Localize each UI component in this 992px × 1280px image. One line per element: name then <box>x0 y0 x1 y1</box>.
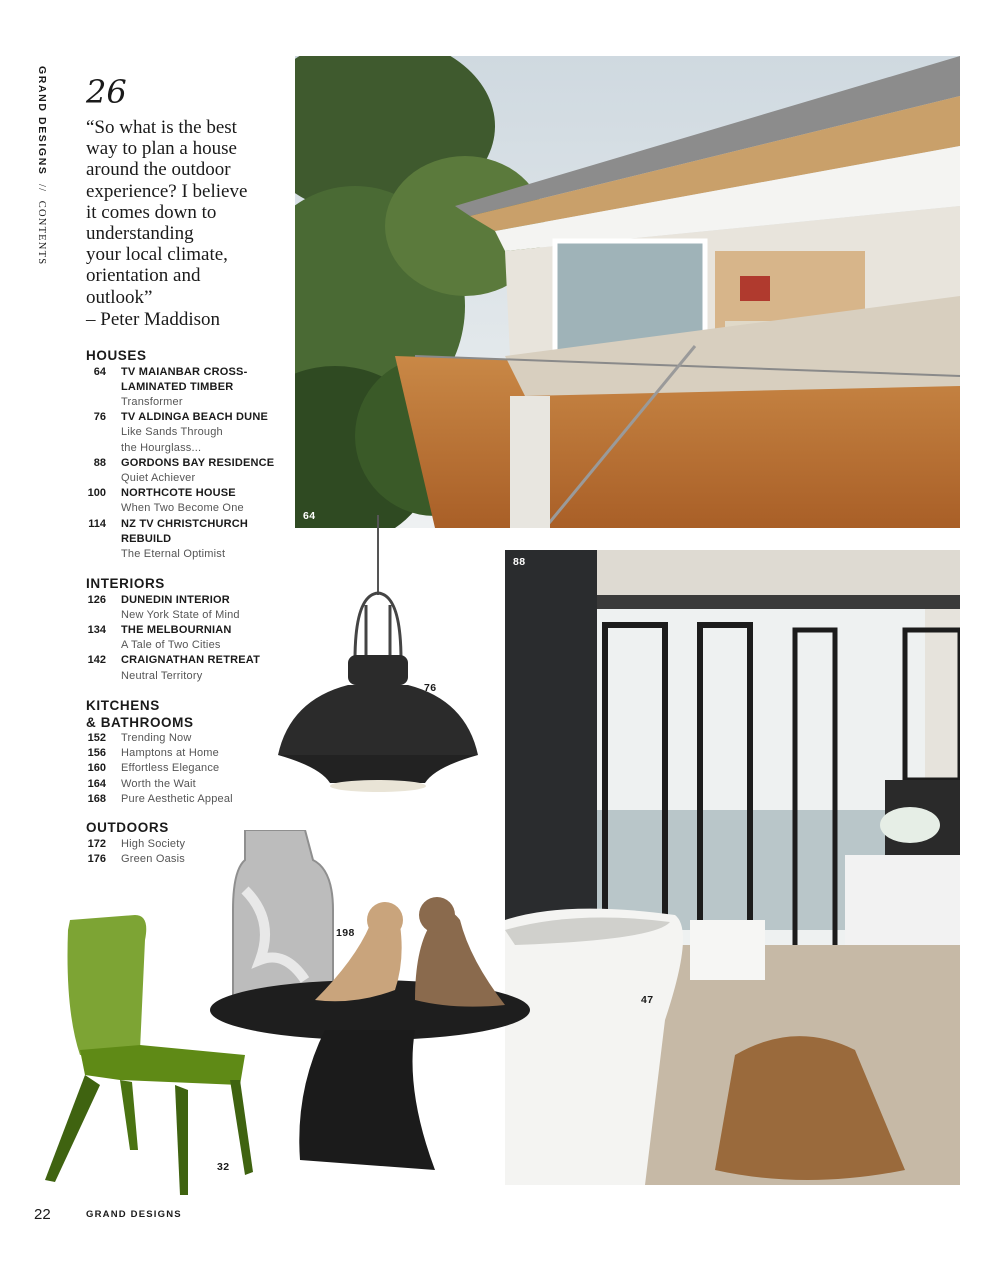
toc-entry[interactable] <box>86 486 291 516</box>
toc-entry[interactable] <box>86 517 291 563</box>
toc-subtitle: the Hourglass... <box>121 441 202 454</box>
toc-subtitle: High Society <box>121 837 186 850</box>
toc-entry[interactable] <box>86 593 291 623</box>
toc-entry[interactable] <box>86 777 291 792</box>
spine-separator: // <box>36 184 47 193</box>
toc-page: 126 <box>87 593 106 606</box>
section-heading: KITCHENS <box>86 698 160 713</box>
toc-subtitle: Neutral Territory <box>121 669 203 682</box>
toc-entry[interactable] <box>86 365 291 411</box>
quote-line: orientation and <box>86 265 201 287</box>
photo-page-label: 88 <box>513 556 526 568</box>
toc-page: 134 <box>87 623 106 636</box>
toc-page: 114 <box>88 517 106 530</box>
toc-subtitle: Green Oasis <box>121 852 185 865</box>
spine-section: CONTENTS <box>36 200 47 266</box>
toc-title: NORTHCOTE HOUSE <box>121 487 236 500</box>
house-photo[interactable] <box>295 56 960 528</box>
toc-title: CRAIGNATHAN RETREAT <box>121 654 261 667</box>
quote-line: around the outdoor <box>86 159 231 181</box>
toc-page: 64 <box>93 365 106 378</box>
section-kitchens-bathrooms <box>86 698 291 807</box>
toc-subtitle: Trending Now <box>121 732 192 744</box>
section-heading: & BATHROOMS <box>86 714 194 730</box>
spine-brand: GRAND DESIGNS <box>36 66 48 176</box>
photo-page-label: 47 <box>641 994 654 1006</box>
photo-page-label: 64 <box>303 510 316 522</box>
toc-entry[interactable] <box>86 792 291 807</box>
quote-page-number[interactable]: 26 <box>86 73 127 111</box>
page-number: 22 <box>34 1206 51 1223</box>
toc-page: 168 <box>87 792 106 805</box>
toc-page: 88 <box>93 456 106 469</box>
toc-page: 172 <box>87 837 106 850</box>
toc-page: 100 <box>87 487 106 500</box>
toc-page: 176 <box>87 852 106 865</box>
toc-title: TV ALDINGA BEACH DUNE <box>121 411 268 424</box>
toc-entry[interactable] <box>86 653 291 683</box>
photo-page-label: 32 <box>217 1161 230 1173</box>
toc-page: 164 <box>87 777 106 790</box>
pendant-lamp-image[interactable] <box>270 515 485 800</box>
toc-subtitle: The Eternal Optimist <box>121 547 226 560</box>
quote-line: “So what is the best <box>86 117 237 138</box>
toc-page: 152 <box>87 732 106 744</box>
toc-title: REBUILD <box>121 532 172 545</box>
footer-magazine-name: GRAND DESIGNS <box>86 1209 182 1220</box>
toc-entry[interactable] <box>86 456 291 486</box>
toc-page: 142 <box>87 654 106 667</box>
toc-title: TV MAIANBAR CROSS- <box>121 365 248 378</box>
quote-line: it comes down to <box>86 201 217 223</box>
toc-title: DUNEDIN INTERIOR <box>121 593 230 606</box>
toc-entry[interactable] <box>86 761 291 776</box>
quote-line: outlook” <box>86 286 153 308</box>
photo-page-label: 76 <box>424 682 437 694</box>
quote-author: – Peter Maddison <box>86 309 221 330</box>
toc-title: THE MELBOURNIAN <box>121 623 232 636</box>
toc-subtitle: Effortless Elegance <box>121 762 220 775</box>
section-heading: INTERIORS <box>86 576 165 591</box>
toc-title: NZ TV CHRISTCHURCH <box>121 517 249 530</box>
toc-title: LAMINATED TIMBER <box>121 380 234 393</box>
section-interiors <box>86 576 291 684</box>
section-houses <box>86 348 291 562</box>
toc-subtitle: Pure Aesthetic Appeal <box>121 792 233 805</box>
toc-subtitle: Worth the Wait <box>121 777 196 790</box>
quote-line: experience? I believe <box>86 180 248 202</box>
toc-subtitle: When Two Become One <box>121 502 244 515</box>
quote-line: understanding <box>86 223 194 245</box>
toc-subtitle: Like Sands Through <box>121 426 223 439</box>
toc-subtitle: Transformer <box>121 395 183 408</box>
toc-page: 156 <box>87 747 106 760</box>
quote-line: way to plan a house <box>86 138 237 160</box>
section-heading: HOUSES <box>86 348 147 363</box>
toc-subtitle: Hamptons at Home <box>121 747 219 760</box>
toc-entry[interactable] <box>86 623 291 653</box>
green-chair-image[interactable] <box>40 910 260 1200</box>
section-heading: OUTDOORS <box>86 820 169 835</box>
pull-quote <box>86 117 286 308</box>
bathroom-photo[interactable] <box>505 550 960 1185</box>
toc-page: 160 <box>87 762 106 775</box>
toc-entry[interactable] <box>86 731 291 746</box>
toc-subtitle: A Tale of Two Cities <box>121 639 221 652</box>
toc-entry[interactable] <box>86 410 291 456</box>
toc-subtitle: New York State of Mind <box>121 608 240 621</box>
toc-subtitle: Quiet Achiever <box>121 471 196 484</box>
toc-entry[interactable] <box>86 746 291 761</box>
spine-label <box>30 66 50 266</box>
toc-title: GORDONS BAY RESIDENCE <box>121 456 275 469</box>
photo-page-label: 198 <box>336 927 355 939</box>
toc-page: 76 <box>93 411 106 424</box>
quote-line: your local climate, <box>86 244 228 266</box>
